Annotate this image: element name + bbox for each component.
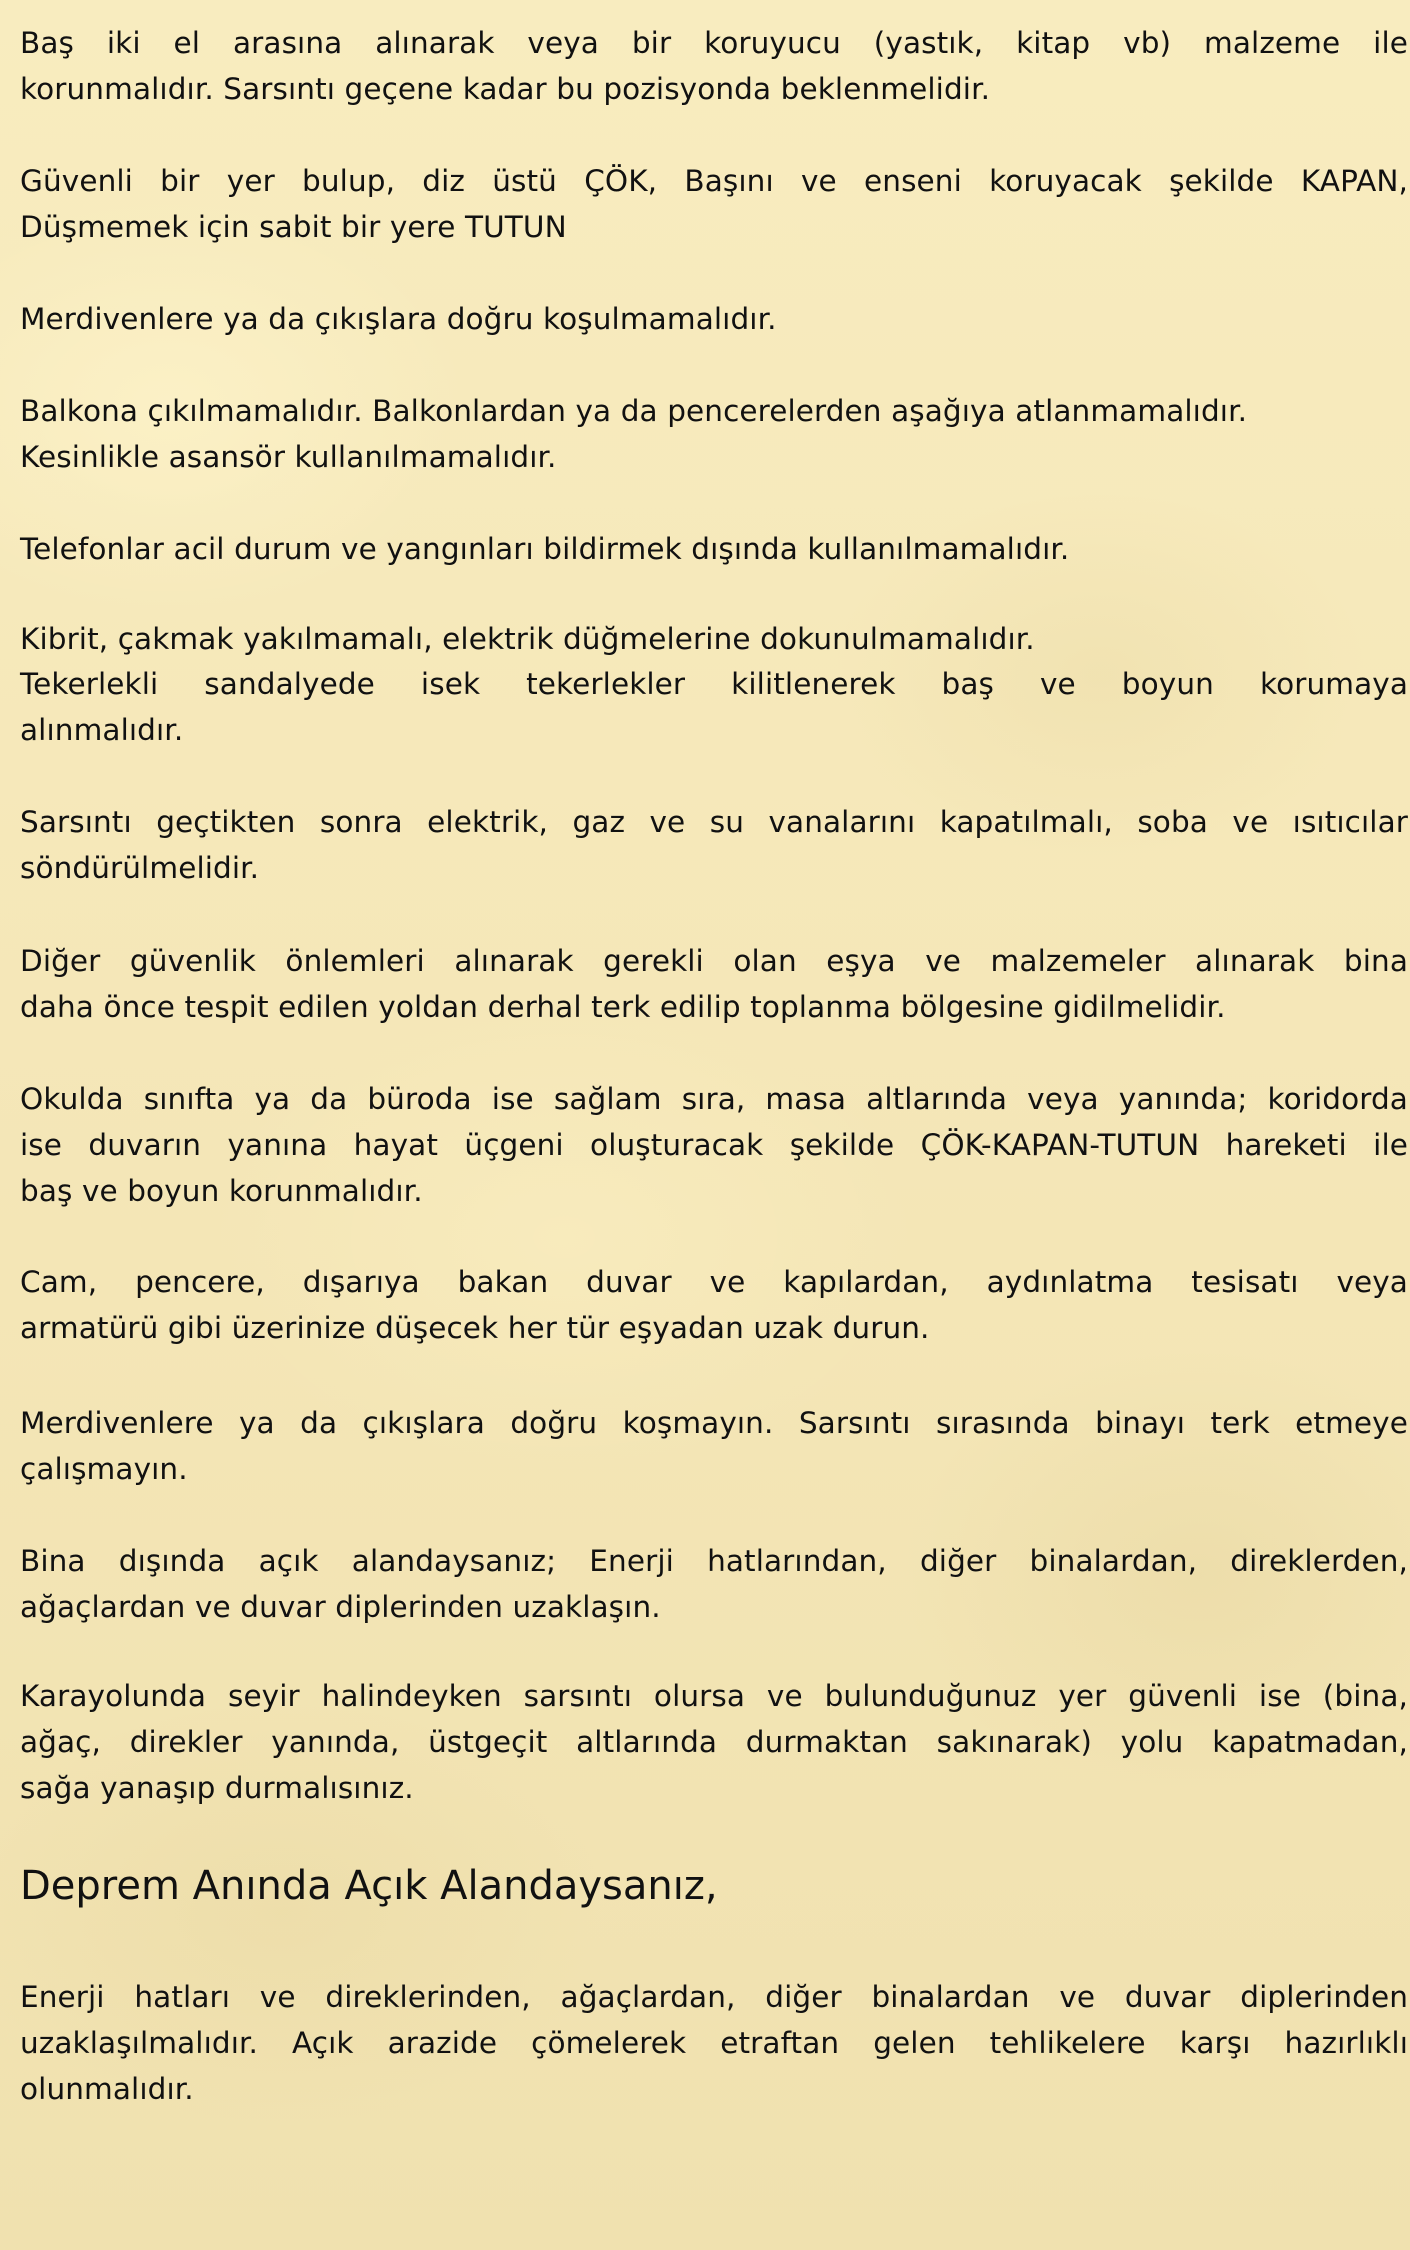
paragraph-line: sağa yanaşıp durmalısınız. <box>20 1771 414 1805</box>
paragraph-line: Diğer güvenlik önlemleri alınarak gerekli olan eşya ve malzemeler alınarak bina <box>20 944 1408 978</box>
paragraph-line: söndürülmelidir. <box>20 851 260 885</box>
paragraph-line: armatürü gibi üzerinize düşecek her tür eşyadan uzak durun. <box>20 1311 930 1345</box>
paragraph-line: alınmalıdır. <box>20 713 184 747</box>
paragraph-line: Karayolunda seyir halindeyken sarsıntı olursa ve bulunduğunuz yer güvenli ise (bina, <box>20 1679 1408 1713</box>
paragraph-line: Sarsıntı geçtikten sonra elektrik, gaz ve su vanalarını kapatılmalı, soba ve ısıtıcılar <box>20 805 1408 839</box>
paragraph-line: Cam, pencere, dışarıya bakan duvar ve kapılardan, aydınlatma tesisatı veya <box>20 1265 1408 1299</box>
paragraph-line: Telefonlar acil durum ve yangınları bildirmek dışında kullanılmamalıdır. <box>20 532 1070 566</box>
paragraph-line: olunmalıdır. <box>20 2072 194 2106</box>
paragraph-line: Baş iki el arasına alınarak veya bir koruyucu (yastık, kitap vb) malzeme ile <box>20 26 1408 60</box>
paragraph-line: baş ve boyun korunmalıdır. <box>20 1174 423 1208</box>
paragraph-line: Bina dışında açık alandaysanız; Enerji hatlarından, diğer binalardan, direklerden, <box>20 1544 1408 1578</box>
paragraph-line: Güvenli bir yer bulup, diz üstü ÇÖK, Başını ve enseni koruyacak şekilde KAPAN, <box>20 164 1408 198</box>
paragraph-line: Kesinlikle asansör kullanılmamalıdır. <box>20 440 557 474</box>
paragraph-line: korunmalıdır. Sarsıntı geçene kadar bu pozisyonda beklenmelidir. <box>20 72 991 106</box>
paragraph-line: Okulda sınıfta ya da büroda ise sağlam sıra, masa altlarında veya yanında; koridorda <box>20 1082 1408 1116</box>
paragraph-line: ağaçlardan ve duvar diplerinden uzaklaşın. <box>20 1590 661 1624</box>
paragraph-line: Merdivenlere ya da çıkışlara doğru koşmayın. Sarsıntı sırasında binayı terk etmeye <box>20 1406 1408 1440</box>
paragraph-line: Kibrit, çakmak yakılmamalı, elektrik düğmelerine dokunulmamalıdır. <box>20 622 1035 656</box>
paragraph-line: ise duvarın yanına hayat üçgeni oluşturacak şekilde ÇÖK-KAPAN-TUTUN hareketi ile <box>20 1128 1408 1162</box>
paragraph-line: Düşmemek için sabit bir yere TUTUN <box>20 210 567 244</box>
paragraph-line: daha önce tespit edilen yoldan derhal terk edilip toplanma bölgesine gidilmelidir. <box>20 990 1226 1024</box>
paragraph-line: Merdivenlere ya da çıkışlara doğru koşulmamalıdır. <box>20 302 777 336</box>
paragraph-line: uzaklaşılmalıdır. Açık arazide çömelerek etraftan gelen tehlikelere karşı hazırlıklı <box>20 2026 1408 2060</box>
paragraph-line: Balkona çıkılmamalıdır. Balkonlardan ya da pencerelerden aşağıya atlanmamalıdır. <box>20 394 1248 428</box>
paragraph-line: çalışmayın. <box>20 1452 188 1486</box>
paragraph-line: ağaç, direkler yanında, üstgeçit altlarında durmaktan sakınarak) yolu kapatmadan, <box>20 1725 1408 1759</box>
paragraph-line: Tekerlekli sandalyede isek tekerlekler kilitlenerek baş ve boyun korumaya <box>20 667 1408 701</box>
paragraph-line: Enerji hatları ve direklerinden, ağaçlardan, diğer binalardan ve duvar diplerinden <box>20 1980 1408 2014</box>
section-heading: Deprem Anında Açık Alandaysanız, <box>20 1863 718 1909</box>
